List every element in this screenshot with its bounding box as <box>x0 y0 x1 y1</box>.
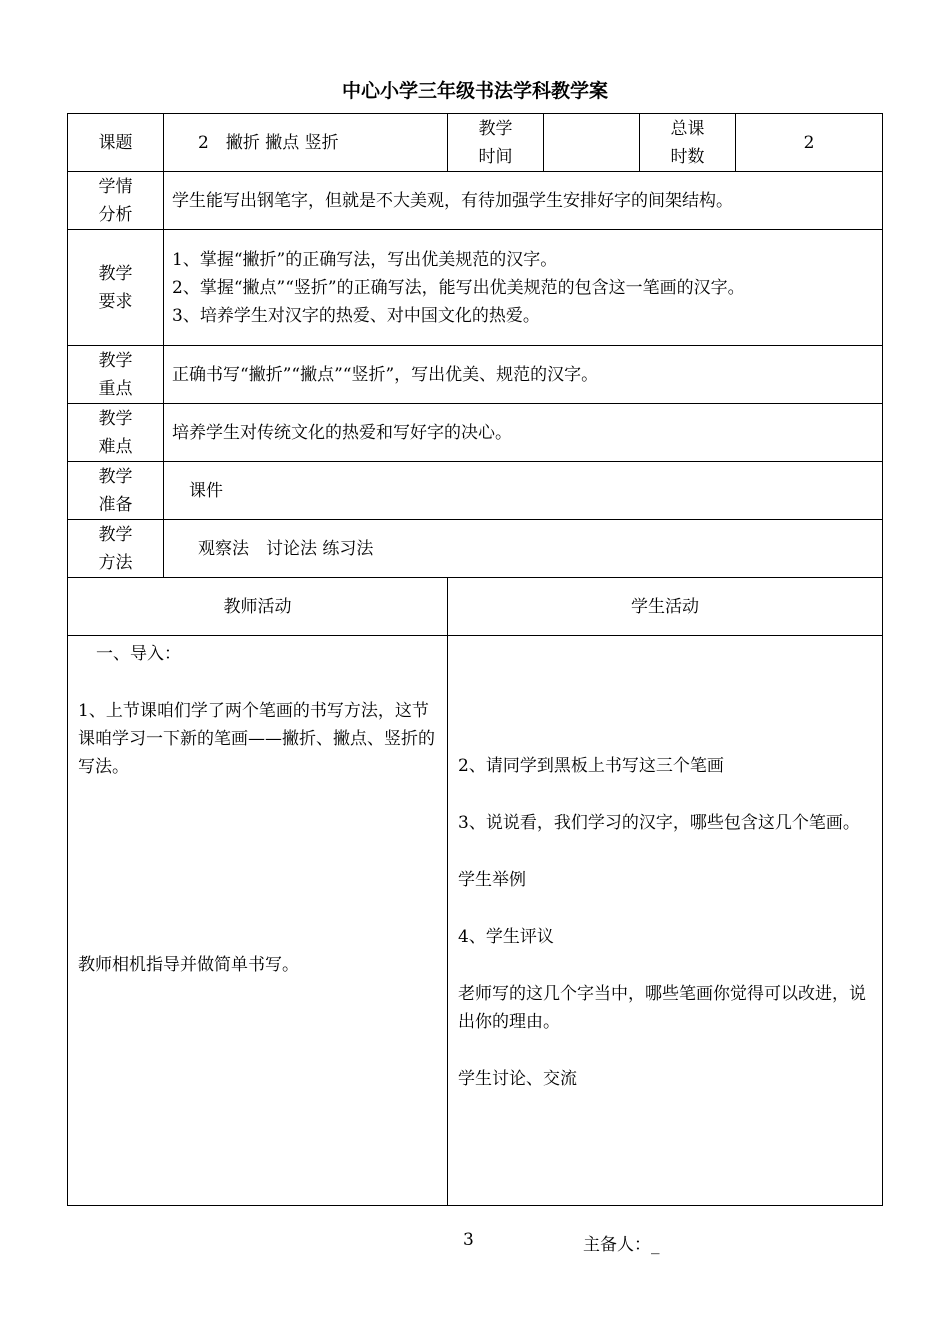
preparation-label-line2: 准备 <box>98 494 133 515</box>
topic-label: 课题 <box>68 114 164 172</box>
analysis-label-line1: 学情 <box>98 176 133 197</box>
preparer-label: 主备人：_ <box>583 1235 660 1255</box>
methods-label-line2: 方法 <box>98 552 133 573</box>
hours-label-line1: 总课 <box>670 118 705 139</box>
teacher-activity-content <box>68 636 448 1206</box>
lesson-plan-table <box>67 113 883 1206</box>
difficulties-content: 培养学生对传统文化的热爱和写好字的决心。 <box>164 404 883 462</box>
hours-label-line2: 时数 <box>670 146 705 167</box>
student-paragraph: 老师写的这几个字当中，哪些笔画你觉得可以改进，说出你的理由。 <box>458 984 866 1032</box>
methods-content: 观察法 讨论法 练习法 <box>164 520 883 578</box>
hours-value: 2 <box>736 114 883 172</box>
teacher-activity-header: 教师活动 <box>68 578 448 636</box>
difficulties-label-line1: 教学 <box>98 408 133 429</box>
analysis-row <box>68 172 883 230</box>
preparation-row <box>68 462 883 520</box>
analysis-label <box>68 172 164 230</box>
requirement-item: 2、掌握“撇点”“竖折”的正确写法，能写出优美规范的包含这一笔画的汉字。 <box>172 277 745 298</box>
student-paragraph: 学生举例 <box>458 870 526 890</box>
requirements-content <box>164 230 883 346</box>
page-number: 3 <box>463 1230 474 1250</box>
header-row <box>68 114 883 172</box>
keypoints-label <box>68 346 164 404</box>
teacher-paragraph: 1、上节课咱们学了两个笔画的书写方法，这节课咱学习一下新的笔画——撇折、撇点、竖折的写法。 <box>78 701 435 777</box>
methods-label <box>68 520 164 578</box>
activity-content-row <box>68 636 883 1206</box>
student-paragraph: 2、请同学到黑板上书写这三个笔画 <box>458 756 724 776</box>
teacher-paragraph: 教师相机指导并做简单书写。 <box>78 955 299 975</box>
preparation-label-line1: 教学 <box>98 466 133 487</box>
keypoints-label-line1: 教学 <box>98 350 133 371</box>
difficulties-row <box>68 404 883 462</box>
preparation-label <box>68 462 164 520</box>
difficulties-label-line2: 难点 <box>98 436 133 457</box>
student-paragraph: 3、说说看，我们学习的汉字，哪些包含这几个笔画。 <box>458 813 860 833</box>
time-label <box>448 114 544 172</box>
requirements-label <box>68 230 164 346</box>
student-paragraph: 学生讨论、交流 <box>458 1069 577 1089</box>
analysis-content: 学生能写出钢笔字，但就是不大美观，有待加强学生安排好字的间架结构。 <box>164 172 883 230</box>
hours-label <box>640 114 736 172</box>
keypoints-content: 正确书写“撇折”“撇点”“竖折”，写出优美、规范的汉字。 <box>164 346 883 404</box>
requirements-label-line1: 教学 <box>98 263 133 284</box>
teacher-intro: 一、导入： <box>96 644 181 664</box>
time-label-line1: 教学 <box>478 118 513 139</box>
student-activity-header: 学生活动 <box>448 578 883 636</box>
requirement-item: 3、培养学生对汉字的热爱、对中国文化的热爱。 <box>172 305 540 326</box>
keypoints-label-line2: 重点 <box>98 378 133 399</box>
student-activity-content <box>448 636 883 1206</box>
requirements-row <box>68 230 883 346</box>
activity-header-row <box>68 578 883 636</box>
topic-value: 2 撇折 撇点 竖折 <box>164 114 448 172</box>
student-paragraph: 4、学生评议 <box>458 927 554 947</box>
difficulties-label <box>68 404 164 462</box>
document-title: 中心小学三年级书法学科教学案 <box>341 80 608 102</box>
methods-label-line1: 教学 <box>98 524 133 545</box>
requirement-item: 1、掌握“撇折”的正确写法，写出优美规范的汉字。 <box>172 249 558 270</box>
analysis-label-line2: 分析 <box>98 204 133 225</box>
keypoints-row <box>68 346 883 404</box>
requirements-label-line2: 要求 <box>98 291 133 312</box>
methods-row <box>68 520 883 578</box>
time-label-line2: 时间 <box>478 146 513 167</box>
time-value <box>544 114 640 172</box>
preparation-content: 课件 <box>164 462 883 520</box>
